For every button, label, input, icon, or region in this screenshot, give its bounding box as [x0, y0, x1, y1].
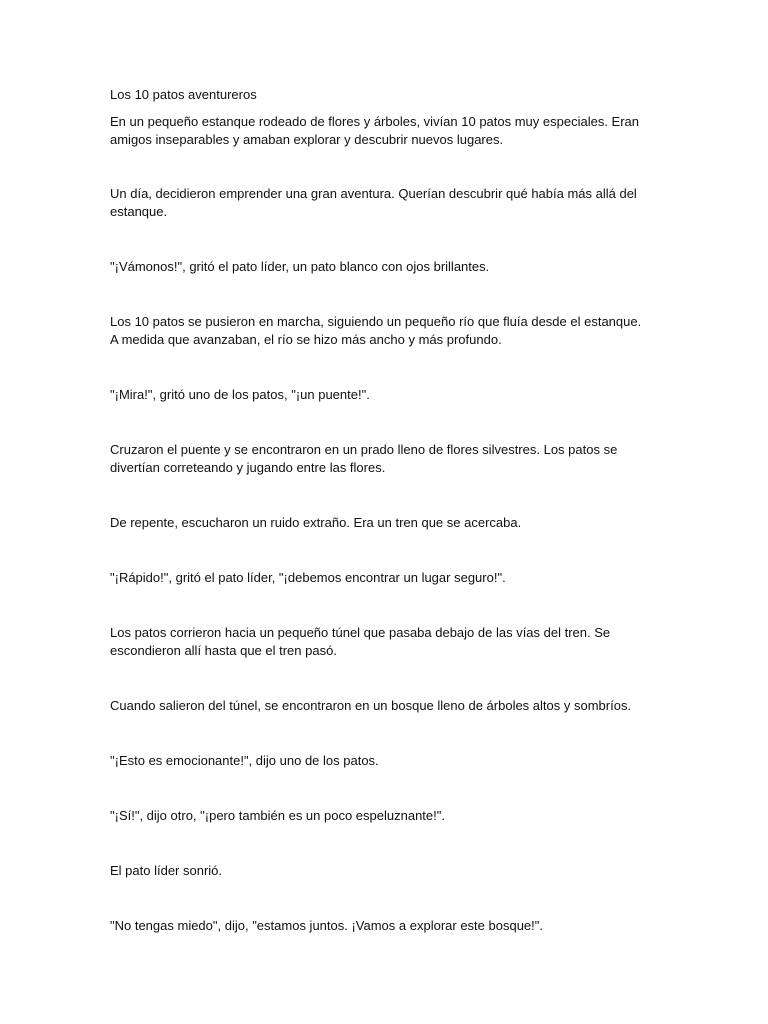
paragraph: Los patos corrieron hacia un pequeño túnel que pasaba debajo de las vías del tren. Se escondieron allí hasta que el tren pasó. [110, 625, 611, 658]
paragraph: "¡Vámonos!", gritó el pato líder, un pato blanco con ojos brillantes. [110, 259, 490, 274]
paragraph: Cruzaron el puente y se encontraron en un prado lleno de flores silvestres. Los patos se divertían correteando y jugando entre las flores. [110, 442, 618, 475]
paragraph: Cuando salieron del túnel, se encontraron en un bosque lleno de árboles altos y sombríos. [110, 698, 632, 713]
paragraph: Un día, decidieron emprender una gran aventura. Querían descubrir qué había más allá del estanque. [110, 186, 637, 219]
paragraph: En un pequeño estanque rodeado de flores y árboles, vivían 10 patos muy especiales. Eran amigos inseparables y amaban explorar y descubrir nuevos lugares. [110, 114, 640, 147]
paragraph: "¡Sí!", dijo otro, "¡pero también es un poco espeluznante!". [110, 808, 445, 823]
paragraph: El pato líder sonrió. [110, 863, 223, 878]
document-title: Los 10 patos aventureros [110, 87, 257, 102]
paragraph: "¡Esto es emocionante!", dijo uno de los patos. [110, 753, 379, 768]
paragraph: Los 10 patos se pusieron en marcha, siguiendo un pequeño río que fluía desde el estanque. A medida que avanzaban, el río se hizo más ancho y más profundo. [110, 314, 642, 347]
document-body [110, 86, 650, 972]
paragraph: "No tengas miedo", dijo, "estamos juntos. ¡Vamos a explorar este bosque!". [110, 918, 543, 933]
paragraph: "¡Mira!", gritó uno de los patos, "¡un puente!". [110, 387, 370, 402]
paragraph: "¡Rápido!", gritó el pato líder, "¡debemos encontrar un lugar seguro!". [110, 570, 506, 585]
paragraph: De repente, escucharon un ruido extraño. Era un tren que se acercaba. [110, 515, 522, 530]
